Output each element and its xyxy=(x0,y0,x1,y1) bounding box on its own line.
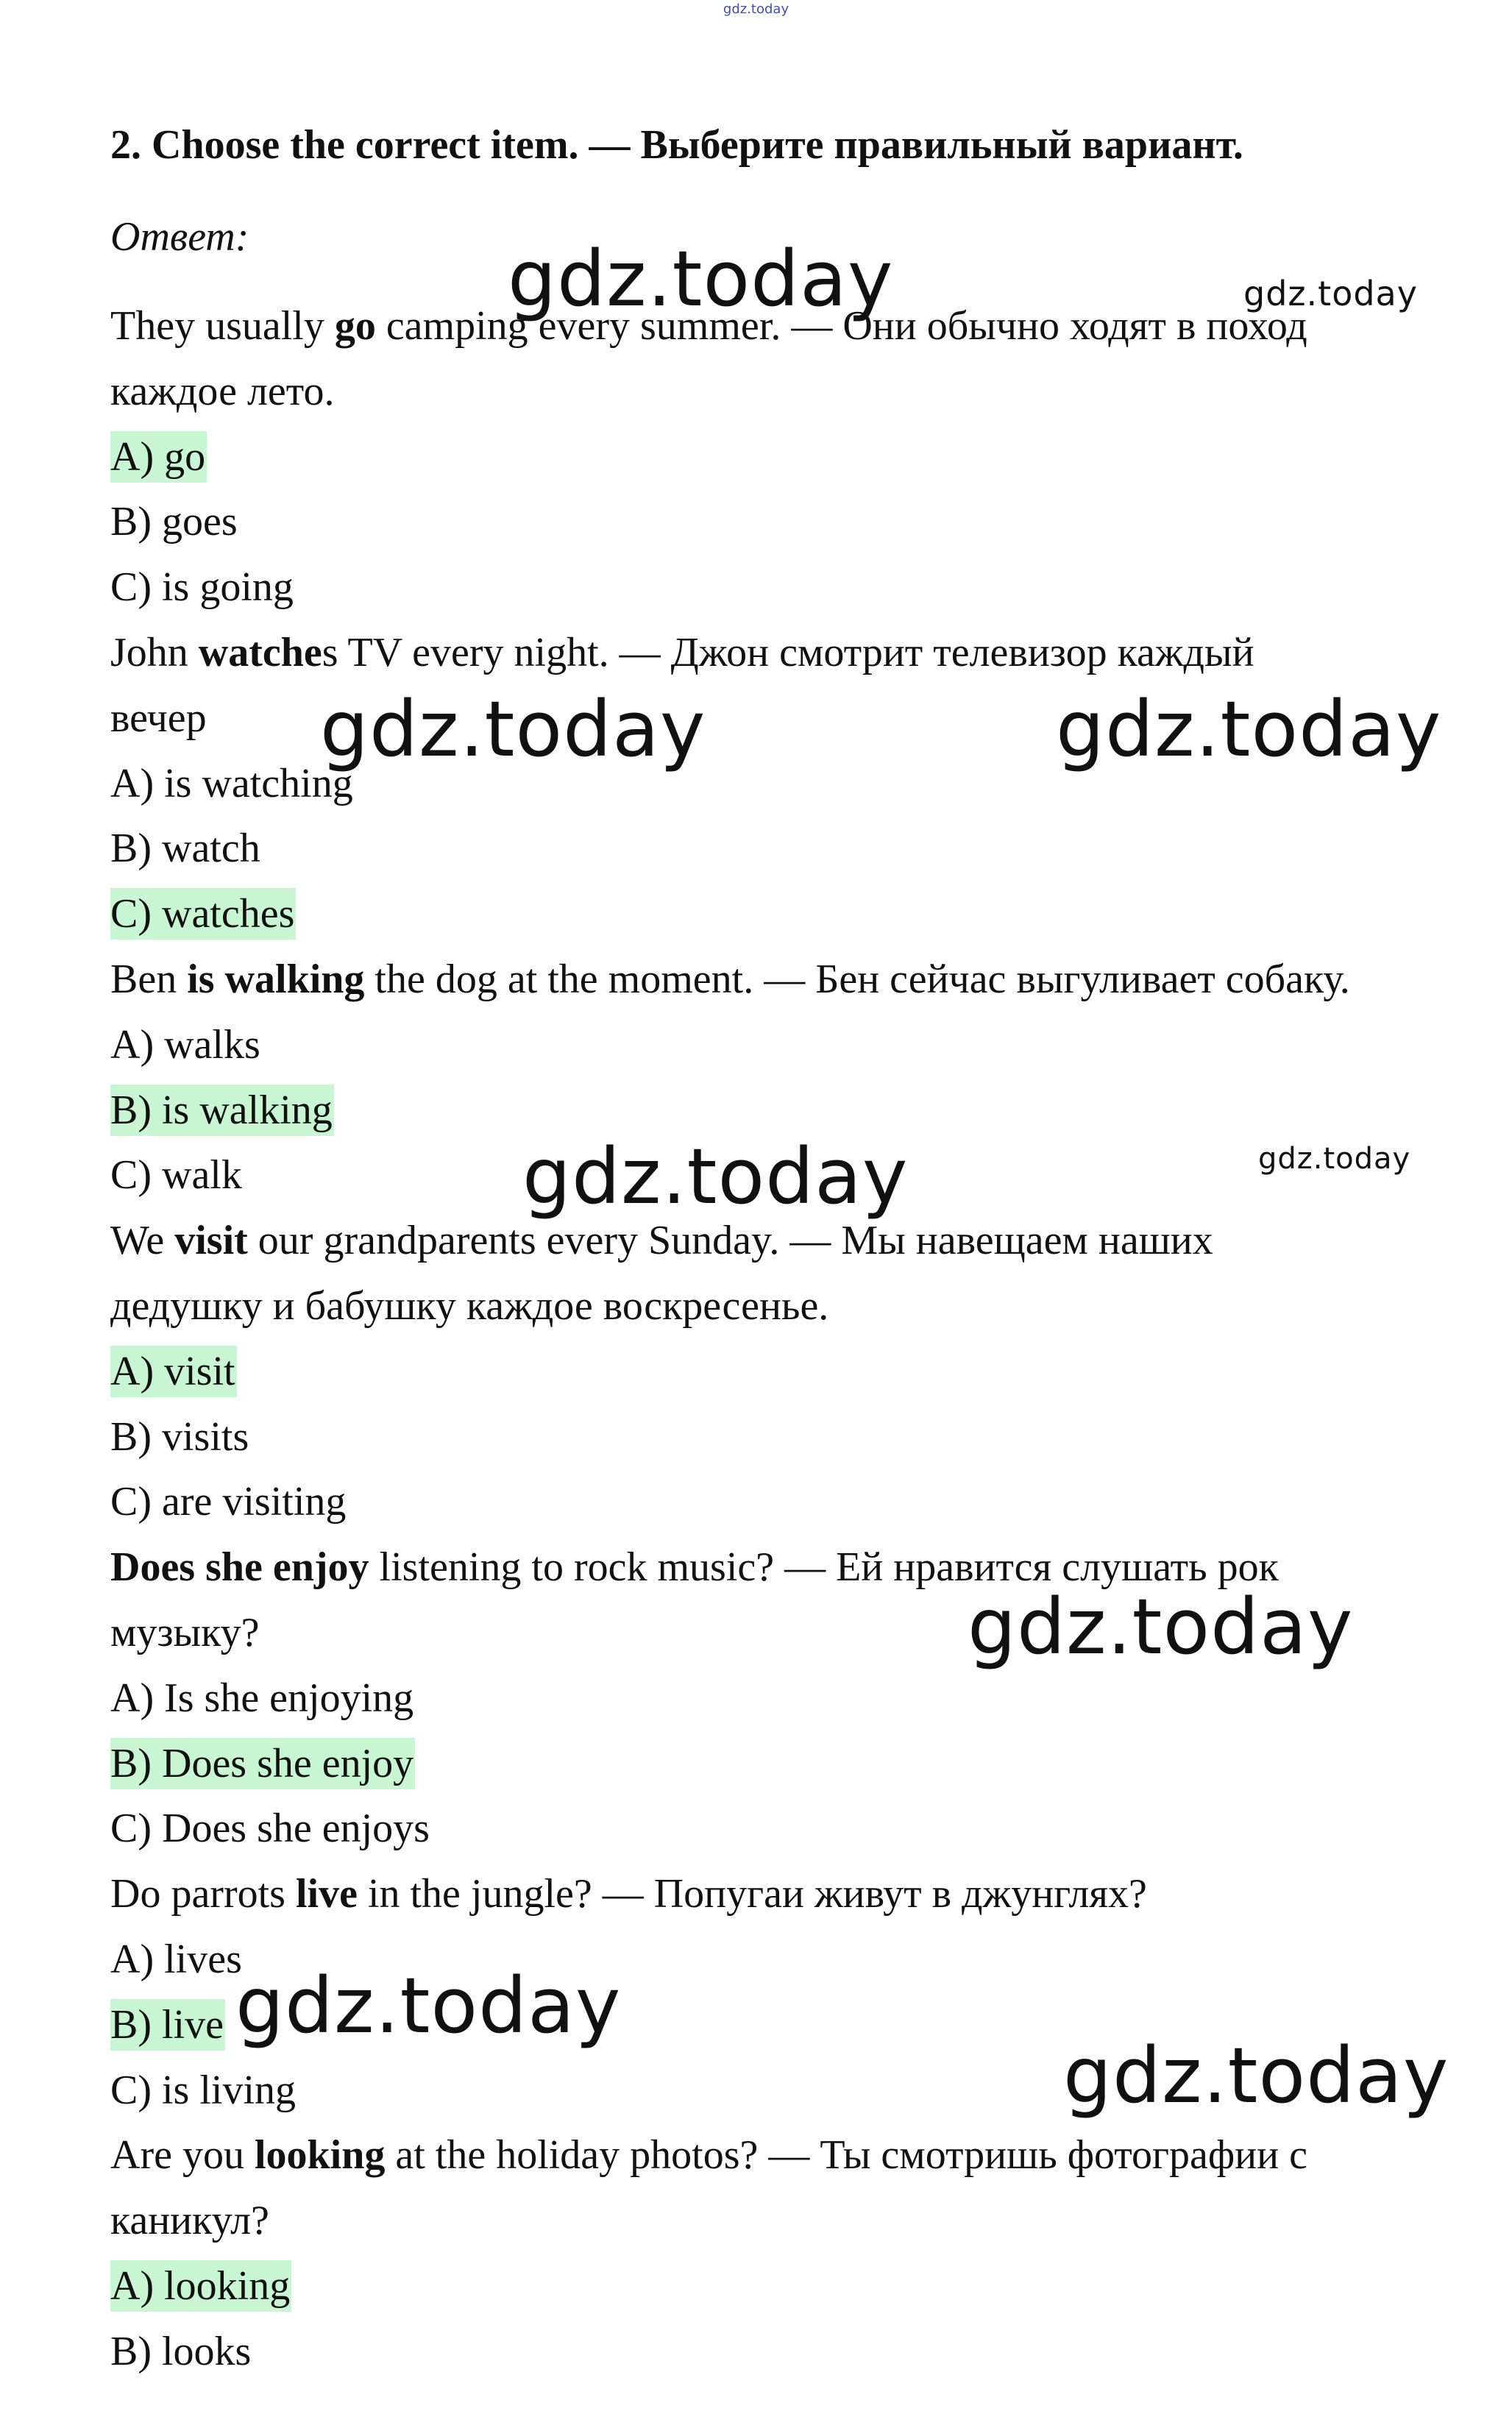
answer-verb: go xyxy=(334,303,376,349)
option: C) is going xyxy=(110,564,294,611)
answer-verb: looking xyxy=(254,2132,386,2179)
option-row xyxy=(110,823,262,874)
sentence-text: listening to rock music? — Ей нравится слушать рок xyxy=(369,1544,1279,1591)
option-row xyxy=(110,1346,237,1397)
option-row xyxy=(110,1672,415,1724)
option-row xyxy=(110,2326,252,2377)
option-row xyxy=(110,431,207,483)
sentence-text: our grandparents every Sunday. — Мы навещаем наших xyxy=(247,1218,1213,1264)
option-row xyxy=(110,1999,225,2051)
correct-option: C) watches xyxy=(110,888,296,940)
option-row xyxy=(110,888,296,940)
correct-option: B) is walking xyxy=(110,1085,334,1136)
answer-verb: is walking xyxy=(187,956,365,1002)
option: C) are visiting xyxy=(110,1479,347,1525)
option-row xyxy=(110,1934,244,1985)
sentence-text: John xyxy=(110,630,199,675)
answer-verb: Does she enjoy xyxy=(110,1544,369,1591)
question-sentence xyxy=(110,954,1350,1005)
question-sentence-continued: каждое лето. xyxy=(110,368,335,414)
correct-option: A) visit xyxy=(110,1346,237,1397)
answer-verb: watche xyxy=(198,630,322,675)
question-sentence-continued: вечер xyxy=(110,695,207,741)
option-row xyxy=(110,2065,297,2116)
option: B) watch xyxy=(110,826,260,872)
sentence-text: the dog at the moment. — Бен сейчас выгуливает собаку. xyxy=(364,956,1350,1002)
option: A) lives xyxy=(110,1937,242,1982)
correct-option: B) Does she enjoy xyxy=(110,1738,415,1789)
option-row xyxy=(110,1411,250,1463)
correct-option: B) live xyxy=(110,1999,225,2051)
sentence-text: They usually xyxy=(110,303,335,349)
answer-verb: visit xyxy=(174,1218,248,1264)
sentence-text: at the holiday photos? — Ты смотришь фотографии с xyxy=(385,2132,1307,2179)
option: C) Does she enjoys xyxy=(110,1806,430,1852)
option-row xyxy=(110,496,239,547)
question-sentence xyxy=(110,1868,1147,1920)
watermark: gdz.today xyxy=(1063,2031,1449,2120)
option-row xyxy=(110,1803,431,1854)
option: A) Is she enjoying xyxy=(110,1675,414,1721)
option-row xyxy=(110,1738,415,1789)
correct-option: A) go xyxy=(110,431,207,483)
correct-option: A) looking xyxy=(110,2260,291,2312)
watermark: gdz.today xyxy=(235,1961,622,2051)
question-sentence xyxy=(110,2129,1307,2181)
option-row xyxy=(110,2260,291,2312)
top-watermark: gdz.today xyxy=(723,1,789,17)
option-row xyxy=(110,1085,334,1136)
watermark: gdz.today xyxy=(1056,684,1442,774)
option-row xyxy=(110,1149,244,1201)
watermark: gdz.today xyxy=(320,684,706,774)
option-row xyxy=(110,1476,347,1527)
question-sentence-continued: музыку? xyxy=(110,1610,260,1655)
sentence-text: in the jungle? — Попугаи живут в джунглях? xyxy=(357,1871,1147,1917)
option: A) walks xyxy=(110,1021,260,1068)
watermark: gdz.today xyxy=(968,1582,1354,1672)
watermark: gdz.today xyxy=(1243,274,1418,313)
answer-label: Ответ: xyxy=(110,214,249,260)
option: B) goes xyxy=(110,499,238,545)
option-row xyxy=(110,1019,262,1071)
exercise-heading: 2. Choose the correct item. — Выберите правильный вариант. xyxy=(110,122,1243,168)
option: A) is watching xyxy=(110,760,353,806)
question-sentence-continued: каникул? xyxy=(110,2198,269,2244)
sentence-text: camping every summer. — Они обычно ходят в поход xyxy=(375,303,1307,349)
sentence-text: s TV every night. — Джон смотрит телевизор каждый xyxy=(322,630,1254,675)
answer-verb: live xyxy=(295,1871,358,1917)
option: C) walk xyxy=(110,1152,242,1199)
question-sentence-continued: дедушку и бабушку каждое воскресенье. xyxy=(110,1283,829,1329)
watermark: gdz.today xyxy=(522,1132,909,1221)
sentence-text: Do parrots xyxy=(110,1871,296,1917)
option: C) is living xyxy=(110,2067,297,2113)
option: B) visits xyxy=(110,1413,249,1460)
question-sentence xyxy=(110,1215,1213,1266)
watermark: gdz.today xyxy=(1258,1142,1411,1176)
sentence-text: Are you xyxy=(110,2132,255,2179)
sentence-text: Ben xyxy=(110,956,188,1002)
question-sentence xyxy=(110,627,1254,678)
sentence-text: We xyxy=(110,1218,175,1264)
option: B) looks xyxy=(110,2328,252,2374)
watermark: gdz.today xyxy=(508,234,894,324)
option-row xyxy=(110,758,355,809)
option-row xyxy=(110,561,295,613)
